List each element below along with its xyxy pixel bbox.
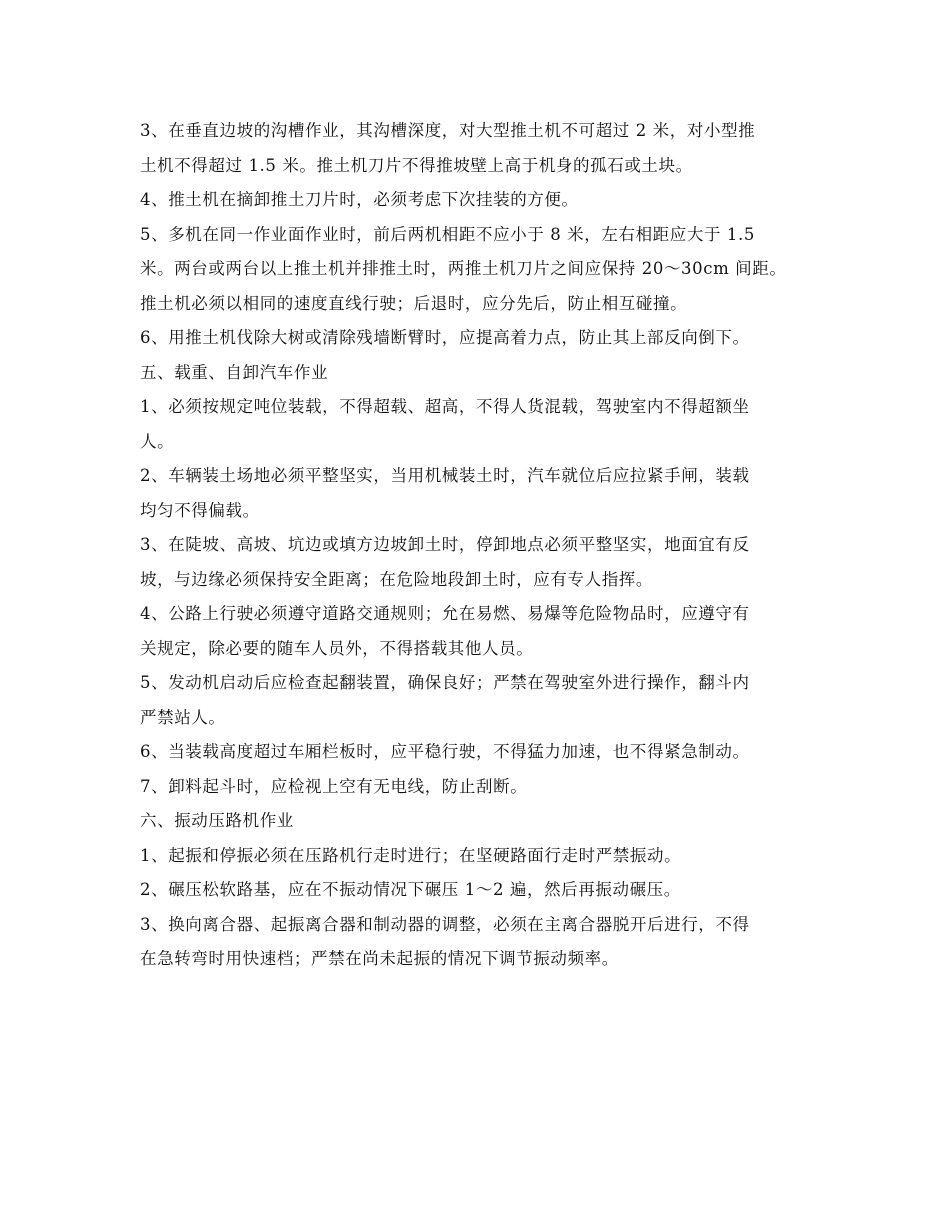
paragraph-line: 均匀不得偏载。 xyxy=(140,500,260,520)
paragraph-line: 米。两台或两台以上推土机并排推土时，两推土机刀片之间应保持 20～30cm 间距。 xyxy=(140,259,787,278)
paragraph-line: 推土机必须以相同的速度直线行驶；后退时，应分先后，防止相互碰撞。 xyxy=(140,293,688,313)
paragraph-line: 坡，与边缘必须保持安全距离；在危险地段卸土时，应有专人指挥。 xyxy=(140,569,653,589)
paragraph-line: 严禁站人。 xyxy=(140,707,226,727)
paragraph-line: 3、换向离合器、起振离合器和制动器的调整，必须在主离合器脱开后进行，不得 xyxy=(140,914,750,934)
paragraph-line: 土机不得超过 1.5 米。推土机刀片不得推坡壁上高于机身的孤石或土块。 xyxy=(140,155,693,175)
paragraph-line: 7、卸料起斗时，应检视上空有无电线，防止刮断。 xyxy=(140,776,528,796)
paragraph-line: 3、在陡坡、高坡、坑边或填方边坡卸土时，停卸地点必须平整坚实，地面宜有反 xyxy=(140,535,750,554)
paragraph-line: 1、必须按规定吨位装载，不得超载、超高，不得人货混载，驾驶室内不得超额坐 xyxy=(140,397,750,416)
paragraph-line: 人。 xyxy=(140,431,175,451)
section-heading: 五、载重、自卸汽车作业 xyxy=(140,362,329,382)
document-body xyxy=(140,114,840,977)
paragraph-line: 2、碾压松软路基，应在不振动情况下碾压 1～2 遍，然后再振动碾压。 xyxy=(140,880,681,899)
paragraph-line: 5、多机在同一作业面作业时，前后两机相距不应小于 8 米，左右相距应大于 1.5 xyxy=(140,224,755,244)
paragraph-line: 6、当装载高度超过车厢栏板时，应平稳行驶，不得猛力加速，也不得紧急制动。 xyxy=(140,742,750,761)
paragraph-line: 5、发动机启动后应检查起翻装置，确保良好；严禁在驾驶室外进行操作，翻斗内 xyxy=(140,673,750,692)
paragraph-line: 6、用推土机伐除大树或清除残墙断臂时，应提高着力点，防止其上部反向倒下。 xyxy=(140,328,750,347)
paragraph-line: 3、在垂直边坡的沟槽作业，其沟槽深度，对大型推土机不可超过 2 米，对小型推 xyxy=(140,121,756,140)
paragraph-line: 在急转弯时用快速档；严禁在尚未起振的情况下调节振动频率。 xyxy=(140,949,619,968)
paragraph-line: 4、公路上行驶必须遵守道路交通规则；允在易燃、易爆等危险物品时，应遵守有 xyxy=(140,604,750,623)
paragraph-line: 4、推土机在摘卸推土刀片时，必须考虑下次挂装的方便。 xyxy=(140,190,579,209)
paragraph-line: 2、车辆装土场地必须平整坚实，当用机械装土时，汽车就位后应拉紧手闸，装载 xyxy=(140,466,750,485)
section-heading: 六、振动压路机作业 xyxy=(140,811,294,830)
paragraph-line: 关规定，除必要的随车人员外，不得搭载其他人员。 xyxy=(140,638,534,658)
paragraph-line: 1、起振和停振必须在压路机行走时进行；在坚硬路面行走时严禁振动。 xyxy=(140,845,682,865)
